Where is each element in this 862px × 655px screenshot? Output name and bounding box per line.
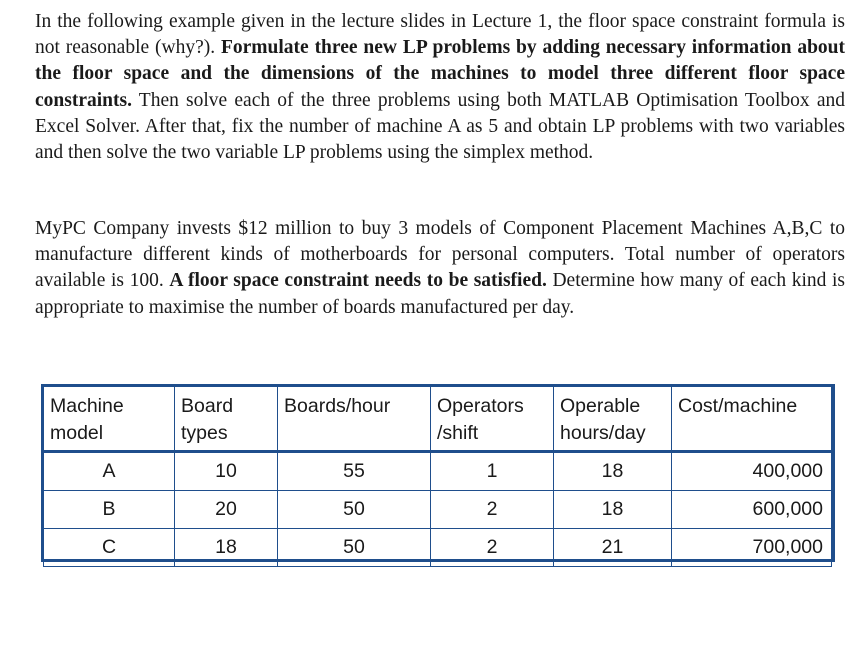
cell-hours: 21 <box>554 529 672 567</box>
header-boards-per-hour: Boards/hour <box>278 387 431 451</box>
cell-board-types: 20 <box>175 491 278 529</box>
machine-data-table-frame <box>41 384 835 562</box>
problem-statement-paragraph <box>35 216 845 321</box>
problem-intro-text: MyPC Company invests $12 million to buy 3 models of Component Placement Machines A,B,C to manufacture different kinds of motherboards for personal computers. Total number of operators available is 100. <box>35 218 845 292</box>
header-operators-per-shift: Operators /shift <box>431 387 554 451</box>
cell-operators: 1 <box>431 453 554 491</box>
cell-model: C <box>44 529 175 567</box>
table-header-row <box>44 387 832 451</box>
table-row <box>44 529 832 567</box>
header-cost-per-machine: Cost/machine <box>672 387 832 451</box>
cell-cost: 700,000 <box>672 529 832 567</box>
machine-data-table <box>43 386 832 567</box>
header-operable-hours: Operable hours/day <box>554 387 672 451</box>
task-intro-text: In the following example given in the lecture slides in Lecture 1, the floor space constraint formula is not reasonable (why?). <box>35 11 845 59</box>
table-row <box>44 453 832 491</box>
cell-operators: 2 <box>431 529 554 567</box>
cell-boards-hour: 55 <box>278 453 431 491</box>
cell-board-types: 10 <box>175 453 278 491</box>
cell-model: A <box>44 453 175 491</box>
cell-cost: 400,000 <box>672 453 832 491</box>
cell-hours: 18 <box>554 453 672 491</box>
header-board-types: Board types <box>175 387 278 451</box>
task-description-paragraph <box>35 9 845 166</box>
problem-bold-constraint: A floor space constraint needs to be satisfied. <box>169 270 547 292</box>
task-bold-instruction: Formulate three new LP problems by adding necessary information about the floor space and the dimensions of the machines to model three different floor space constraints. <box>35 37 846 111</box>
cell-boards-hour: 50 <box>278 491 431 529</box>
cell-model: B <box>44 491 175 529</box>
cell-board-types: 18 <box>175 529 278 567</box>
header-machine-model: Machine model <box>44 387 175 451</box>
table-row <box>44 491 832 529</box>
cell-operators: 2 <box>431 491 554 529</box>
task-rest-text: Then solve each of the three problems using both MATLAB Optimisation Toolbox and Excel Solver. After that, fix the number of machine A as 5 and obtain LP problems with two variables and then solve the two variable LP problems using the simplex method. <box>35 89 845 164</box>
cell-boards-hour: 50 <box>278 529 431 567</box>
cell-cost: 600,000 <box>672 491 832 529</box>
problem-rest-text: Determine how many of each kind is appropriate to maximise the number of boards manufactured per day. <box>35 270 845 318</box>
cell-hours: 18 <box>554 491 672 529</box>
